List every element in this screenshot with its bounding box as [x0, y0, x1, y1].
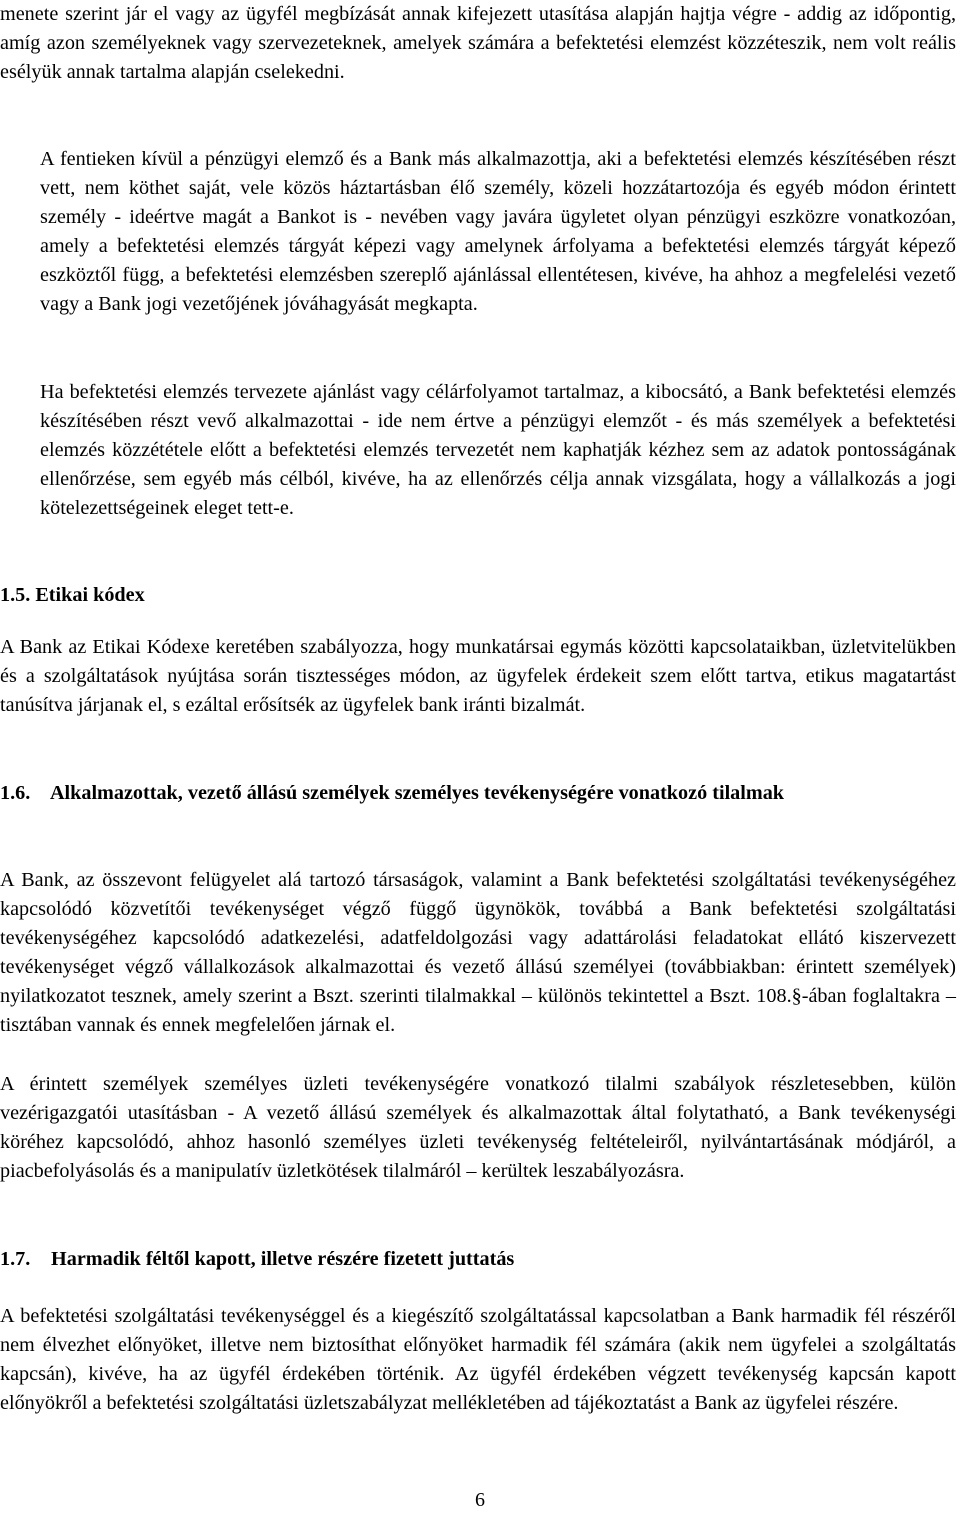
section-heading-1-7 — [0, 1245, 956, 1274]
section-heading-1-6 — [0, 779, 956, 808]
paragraph-employee-declaration: A Bank, az összevont felügyelet alá tartozó társaságok, valamint a Bank befektetési szolgáltatási tevékenységéhez kapcsolódó közvetítői tevékenységet végző függő ügynökök, továbbá a Bank befektetési szolgáltatási tevékenységéhez kapcsolódó adatkezelési, adatfeldolgozási vagy adattárolási feladatokat ellátó kiszervezett tevékenységet végző vállalkozások alkalmazottai és vezető állású személyei (továbbiakban: érintett személyek) nyilatkozatot tesznek, amely szerint a Bszt. szerinti tilalmakkal – különös tekintettel a Bszt. 108.§-ában foglaltakra – tisztában vannak és ennek megfelelően járnak el. — [0, 869, 956, 1036]
section-number: 1.5. — [0, 584, 31, 606]
paragraph-draft-analysis-restriction: Ha befektetési elemzés tervezete ajánlást vagy célárfolyamot tartalmaz, a kibocsátó, a Bank befektetési elemzés készítésében részt vevő alkalmazottai - ide nem értve a pénzügyi elemzőt - és más személyek a befektetési elemzés közzététele előtt a befektetési elemzés tervezetét nem kaphatják kézhez sem az adatok pontosságának ellenőrzése, sem egyéb más célból, kivéve, ha az ellenőrzés célja annak vizsgálata, hogy a vállalkozás a jogi kötelezettségeinek eleget tett-e. — [40, 381, 956, 519]
page-number: 6 — [475, 1489, 485, 1511]
paragraph-ethics-code: A Bank az Etikai Kódexe keretében szabályozza, hogy munkatársai egymás közötti kapcsolataikban, üzletvitelükben és a szolgáltatások nyújtása során tisztességes módon, az ügyfelek érdekeit szem előtt tartva, etikus magatartást tanúsítva járjanak el, s ezáltal erősítsék az ügyfelek bank iránti bizalmát. — [0, 636, 956, 716]
section-title: Etikai kódex — [35, 584, 145, 606]
paragraph-personal-business-rules: A érintett személyek személyes üzleti tevékenységére vonatkozó tilalmi szabályok részletesebben, külön vezérigazgatói utasításban - A vezető állású személyek és alkalmazottak által folytatható, a Bank tevékenységi köréhez kapcsolódó, ahhoz hasonló személyes üzleti tevékenység feltételeiről, nyilvántartásának módjáról, a piacbefolyásolás és a manipulatív üzletkötések tilalmáról – kerültek leszabályozásra. — [0, 1073, 956, 1182]
section-title: Harmadik féltől kapott, illetve részére fizetett juttatás — [51, 1248, 515, 1270]
section-number: 1.7. — [0, 1248, 31, 1270]
paragraph-third-party-benefits: A befektetési szolgáltatási tevékenységgel és a kiegészítő szolgáltatással kapcsolatban a Bank harmadik fél részéről nem élvezhet előnyöket, illetve nem biztosíthat előnyöket harmadik fél számára (akik nem ügyfelei a szolgáltatás kapcsán), kivéve, ha az ügyfél érdekében történik. Az ügyfél érdekében végzett tevékenység kapcsán kapott előnyökről a befektetési szolgáltatási üzletszabályzat mellékletében ad tájékoztatást a Bank az ügyfelei részére. — [0, 1305, 956, 1414]
section-title: Alkalmazottak, vezető állású személyek személyes tevékenységére vonatkozó tilalmak — [49, 782, 785, 804]
paragraph-continuation: menete szerint jár el vagy az ügyfél megbízását annak kifejezett utasítása alapján hajtja végre - addig az időpontig, amíg azon személyeknek vagy szervezeteknek, amelyek számára a befektetési elemzést közzéteszik, nem volt reális esélyük annak tartalma alapján cselekedni. — [0, 3, 956, 83]
paragraph-analyst-trading-restriction: A fentieken kívül a pénzügyi elemző és a Bank más alkalmazottja, aki a befektetési elemzés készítésében részt vett, nem köthet saját, vele közös háztartásban élő személy, közeli hozzátartozója és egyéb módon érintett személy - ideértve magát a Bankot is - nevében vagy javára ügyletet olyan pénzügyi eszközre vonatkozóan, amely a befektetési elemzés tárgyát képezi vagy amelynek árfolyama a befektetési elemzés tárgyát képező eszköztől függ, a befektetési elemzésben szereplő ajánlással ellentétesen, kivéve, ha ahhoz a megfelelési vezető vagy a Bank jogi vezetőjének jóváhagyását megkapta. — [40, 148, 956, 315]
section-number: 1.6. — [0, 782, 31, 804]
section-heading-1-5 — [0, 581, 956, 610]
